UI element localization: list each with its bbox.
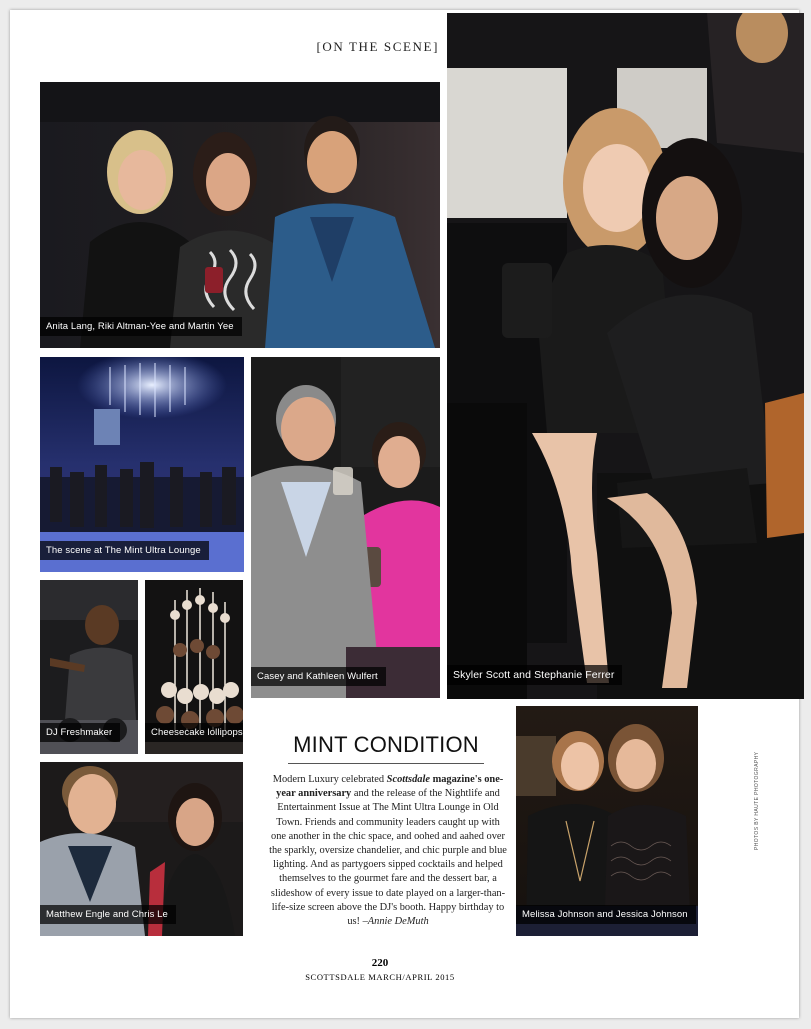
caption-photo2: Skyler Scott and Stephanie Ferrer	[447, 665, 622, 685]
photo-women-pair-image	[516, 706, 698, 936]
headline-divider	[288, 763, 484, 764]
caption-photo5: DJ Freshmaker	[40, 723, 120, 742]
photo-guests-trio	[40, 82, 440, 348]
photo-lollipops	[145, 580, 243, 754]
photo-couple-image	[251, 357, 440, 698]
article-byline: –Annie DeMuth	[362, 916, 429, 928]
article-text: and the release of the Nightlife and Entertainment Issue at The Mint Ultra Lounge in Old Town. Friends and community leaders caught up with one another in the chic space, and oohed and aahed over the sparkly, oversize chandelier, and chic purple and blue lighting. And as partygoers sipped cocktails and helped themselves to the gourmet fare and the dessert bar, a slideshow of every issue to date played on a larger-than-life-size screen above the DJ's booth. Happy birthday to us!	[269, 788, 507, 928]
page-number: 220	[371, 957, 389, 969]
photo-dj	[40, 580, 138, 754]
photo-credit: PHOTOS BY HAUTE PHOTOGRAPHY	[754, 751, 760, 850]
article-body	[268, 773, 508, 929]
caption-photo3: The scene at The Mint Ultra Lounge	[40, 541, 209, 560]
magazine-issue: SCOTTSDALE MARCH/APRIL 2015	[305, 972, 455, 982]
caption-photo8: Melissa Johnson and Jessica Johnson	[516, 905, 696, 924]
photo-guests-trio-image	[40, 82, 440, 348]
article-headline: MINT CONDITION	[293, 732, 479, 757]
photo-seated-women-image	[447, 13, 804, 699]
photo-couple	[251, 357, 440, 698]
article-lead-bold: magazine's one-year anniversary	[276, 774, 504, 800]
article-magazine-name: Scottsdale	[386, 774, 430, 785]
photo-guests-pair	[40, 762, 243, 936]
photo-women-pair	[516, 706, 698, 936]
caption-photo7: Matthew Engle and Chris Le	[40, 905, 176, 924]
photo-seated-women	[447, 13, 804, 699]
caption-photo6: Cheesecake lollipops	[145, 723, 243, 742]
magazine-page	[10, 10, 799, 1018]
caption-photo1: Anita Lang, Riki Altman-Yee and Martin Yee	[40, 317, 242, 336]
caption-photo4: Casey and Kathleen Wulfert	[251, 667, 386, 686]
photo-lounge-scene	[40, 357, 244, 572]
section-label: [ON THE SCENE]	[316, 39, 439, 54]
photo-lounge-scene-image	[40, 357, 244, 572]
article-lead: Modern Luxury celebrated	[272, 774, 387, 785]
